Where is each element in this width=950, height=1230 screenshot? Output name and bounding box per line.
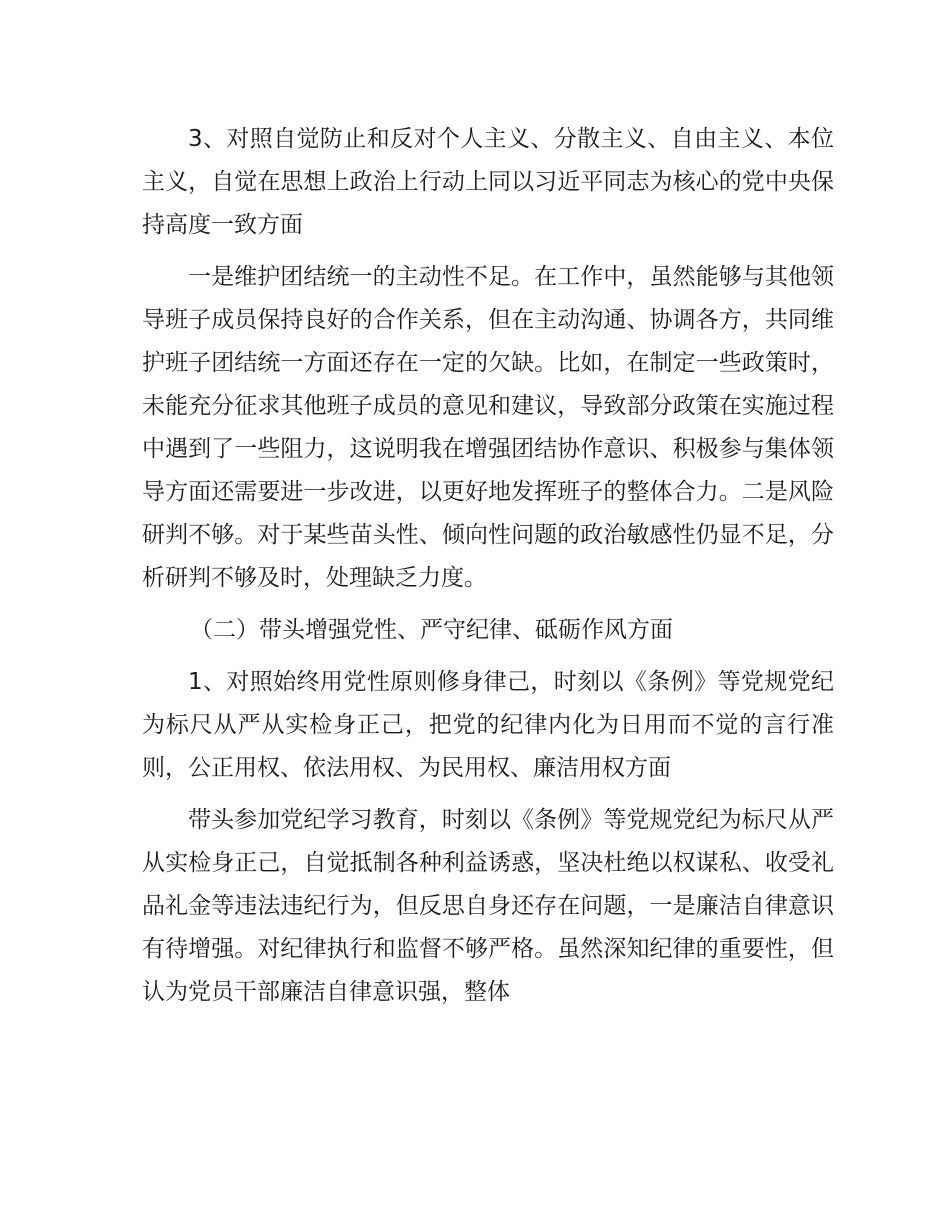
body-paragraph-discipline: 带头参加党纪学习教育，时刻以《条例》等党规党纪为标尺从严从实检身正己，自觉抵制各种利益诱惑，坚决杜绝以权谋私、收受礼品礼金等违法违纪行为，但反思自身还存在问题，一是廉洁自律意识有待增强。对纪律执行和监督不够严格。虽然深知纪律的重要性，但认为党员干部廉洁自律意识强，整体 bbox=[142, 807, 834, 1005]
heading-item-3: 3、对照自觉防止和反对个人主义、分散主义、自由主义、本位主义，自觉在思想上政治上行动上同以习近平同志为核心的党中央保持高度一致方面 bbox=[142, 126, 834, 238]
body-paragraph-unity: 一是维护团结统一的主动性不足。在工作中，虽然能够与其他领导班子成员保持良好的合作关系，但在主动沟通、协调各方，共同维护班子团结统一方面还存在一定的欠缺。比如，在制定一些政策时，未能充分征求其他班子成员的意见和建议，导致部分政策在实施过程中遇到了一些阻力，这说明我在增强团结协作意识、积极参与集体领导方面还需要进一步改进，以更好地发挥班子的整体合力。二是风险研判不够。对于某些苗头性、倾向性问题的政治敏感性仍显不足，分析研判不够及时，处理缺乏力度。 bbox=[142, 264, 834, 591]
heading-item-1: 1、对照始终用党性原则修身律己，时刻以《条例》等党规党纪为标尺从严从实检身正己，把党的纪律内化为日用而不觉的言行准则，公正用权、依法用权、为民用权、廉洁用权方面 bbox=[142, 669, 834, 781]
section-heading-2: （二）带头增强党性、严守纪律、砥砺作风方面 bbox=[190, 617, 673, 643]
document-page bbox=[142, 118, 834, 1023]
